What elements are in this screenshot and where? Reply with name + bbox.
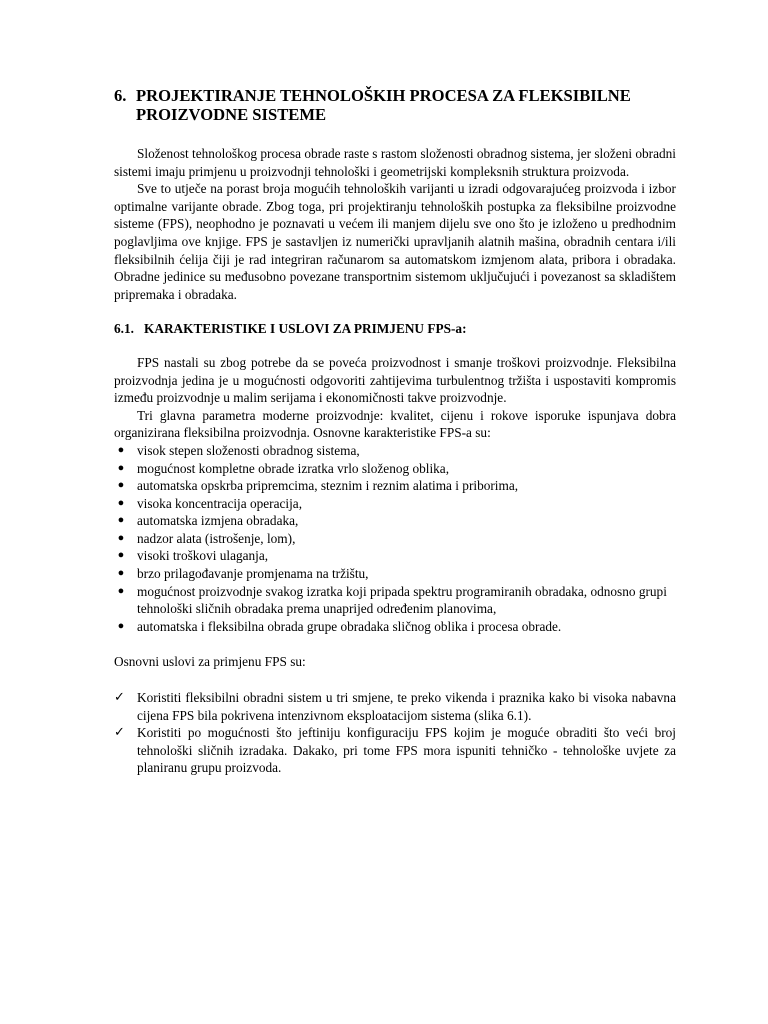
checkmark-icon: ✓: [114, 690, 125, 706]
list-item-text: Koristiti po mogućnosti što jeftiniju konfiguraciju FPS kojim je moguće obraditi što veći broj tehnološki sličnih izradaka. Dakako, pri tome FPS mora ispuniti tehničko - tehnološke uvjete za planiranu grupu proizvoda.: [137, 725, 676, 776]
list-item-text: automatska i fleksibilna obrada grupe obradaka sličnog oblika i procesa obrade.: [137, 618, 562, 634]
bullet-icon: ●: [117, 531, 125, 544]
list-item-text: mogućnost proizvodnje svakog izratka koji pripada spektru programiranih obradaka, odnosno grupi tehnološki sličnih obradaka prema unaprijed određenim planovima,: [137, 583, 667, 617]
characteristics-list: [114, 442, 676, 636]
list-item: [114, 477, 676, 495]
bullet-icon: ●: [117, 584, 125, 597]
section-paragraph: Tri glavna parametra moderne proizvodnje: kvalitet, cijenu i rokove isporuke ispunjava dobra organizirana fleksibilna proizvodnja. Osnovne karakteristike FPS-a su:: [114, 407, 676, 441]
list-item: [114, 689, 676, 724]
list-item-text: automatska izmjena obradaka,: [137, 513, 299, 529]
bullet-icon: ●: [117, 619, 125, 632]
list-item: [114, 460, 676, 478]
checkmark-icon: ✓: [114, 725, 125, 741]
section-title: KARAKTERISTIKE I USLOVI ZA PRIMJENU FPS-a:: [144, 321, 467, 337]
bullet-icon: ●: [117, 496, 125, 509]
conditions-intro: Osnovni uslovi za primjenu FPS su:: [114, 654, 306, 670]
list-item: [114, 547, 676, 565]
section-paragraph: FPS nastali su zbog potrebe da se poveća proizvodnost i smanje troškovi proizvodnje. Fleksibilna proizvodnja jedina je u mogućnosti odgovoriti zahtijevima turbulentnog tržišta i uspostaviti kompromis između proizvodnje u malim serijama i ekonomičnosti takve proizvodnje.: [114, 354, 676, 406]
bullet-icon: ●: [117, 461, 125, 474]
bullet-icon: ●: [117, 549, 125, 562]
intro-paragraph: Složenost tehnološkog procesa obrade raste s rastom složenosti obradnog sistema, jer složeni obradni sistemi imaju primjenu u proizvodnji tehnološki i geometrijski kompleksnih struktura proizvoda.: [114, 146, 676, 179]
list-item: [114, 583, 676, 618]
document-page: [114, 86, 676, 777]
list-item: [114, 618, 676, 636]
list-item-text: visok stepen složenosti obradnog sistema,: [137, 442, 360, 458]
section-heading: [114, 320, 676, 338]
list-item: [114, 724, 676, 777]
list-item: [114, 442, 676, 460]
list-item-text: automatska opskrba pripremcima, steznim i reznim alatima i priborima,: [137, 478, 519, 494]
list-item-text: mogućnost kompletne obrade izratka vrlo složenog oblika,: [137, 460, 450, 476]
chapter-number: 6.: [114, 86, 127, 105]
list-item-text: visoka koncentracija operacija,: [137, 495, 303, 511]
list-item: [114, 495, 676, 513]
list-item-text: Koristiti fleksibilni obradni sistem u tri smjene, te preko vikenda i praznika kako bi visoka nabavna cijena FPS bila pokrivena intenzivnom eksploatacijom sistema (slika 6.1).: [137, 690, 676, 723]
list-item-text: nadzor alata (istrošenje, lom),: [137, 530, 296, 546]
bullet-icon: ●: [117, 479, 125, 492]
conditions-list: [114, 689, 676, 777]
intro-paragraph: Sve to utječe na porast broja mogućih tehnoloških varijanti u izradi odgovarajućeg proizvoda i izbor optimalne varijante obrade. Zbog toga, pri projektiranju tehnoloških postupka za fleksibilne proizvodne sisteme (FPS), neophodno je poznavati u većem ili manjem dijelu sve ono što je izloženo u predhodnim poglavljima ove knjige. FPS je sastavljen iz numerički upravljanih alatnih mašina, obradnih centara i/ili fleksibilnih ćelija čiji je rad integriran računarom sa automatskom izmjenom alata, pribora i obradaka. Obradne jedinice su međusobno povezane transportnim sistemom uključujući i povezanost sa skladištem pripremaka i obradaka.: [114, 181, 676, 302]
section-number: 6.1.: [114, 321, 134, 337]
list-item-text: brzo prilagođavanje promjenama na tržištu,: [137, 566, 369, 582]
list-item: [114, 565, 676, 583]
chapter-heading: [114, 86, 676, 124]
bullet-icon: ●: [117, 514, 125, 527]
bullet-icon: ●: [117, 443, 125, 456]
chapter-title: PROJEKTIRANJE TEHNOLOŠKIH PROCESA ZA FLEKSIBILNE PROIZVODNE SISTEME: [136, 86, 631, 124]
bullet-icon: ●: [117, 567, 125, 580]
list-item: [114, 512, 676, 530]
list-item-text: visoki troškovi ulaganja,: [137, 548, 269, 564]
list-item: [114, 530, 676, 548]
